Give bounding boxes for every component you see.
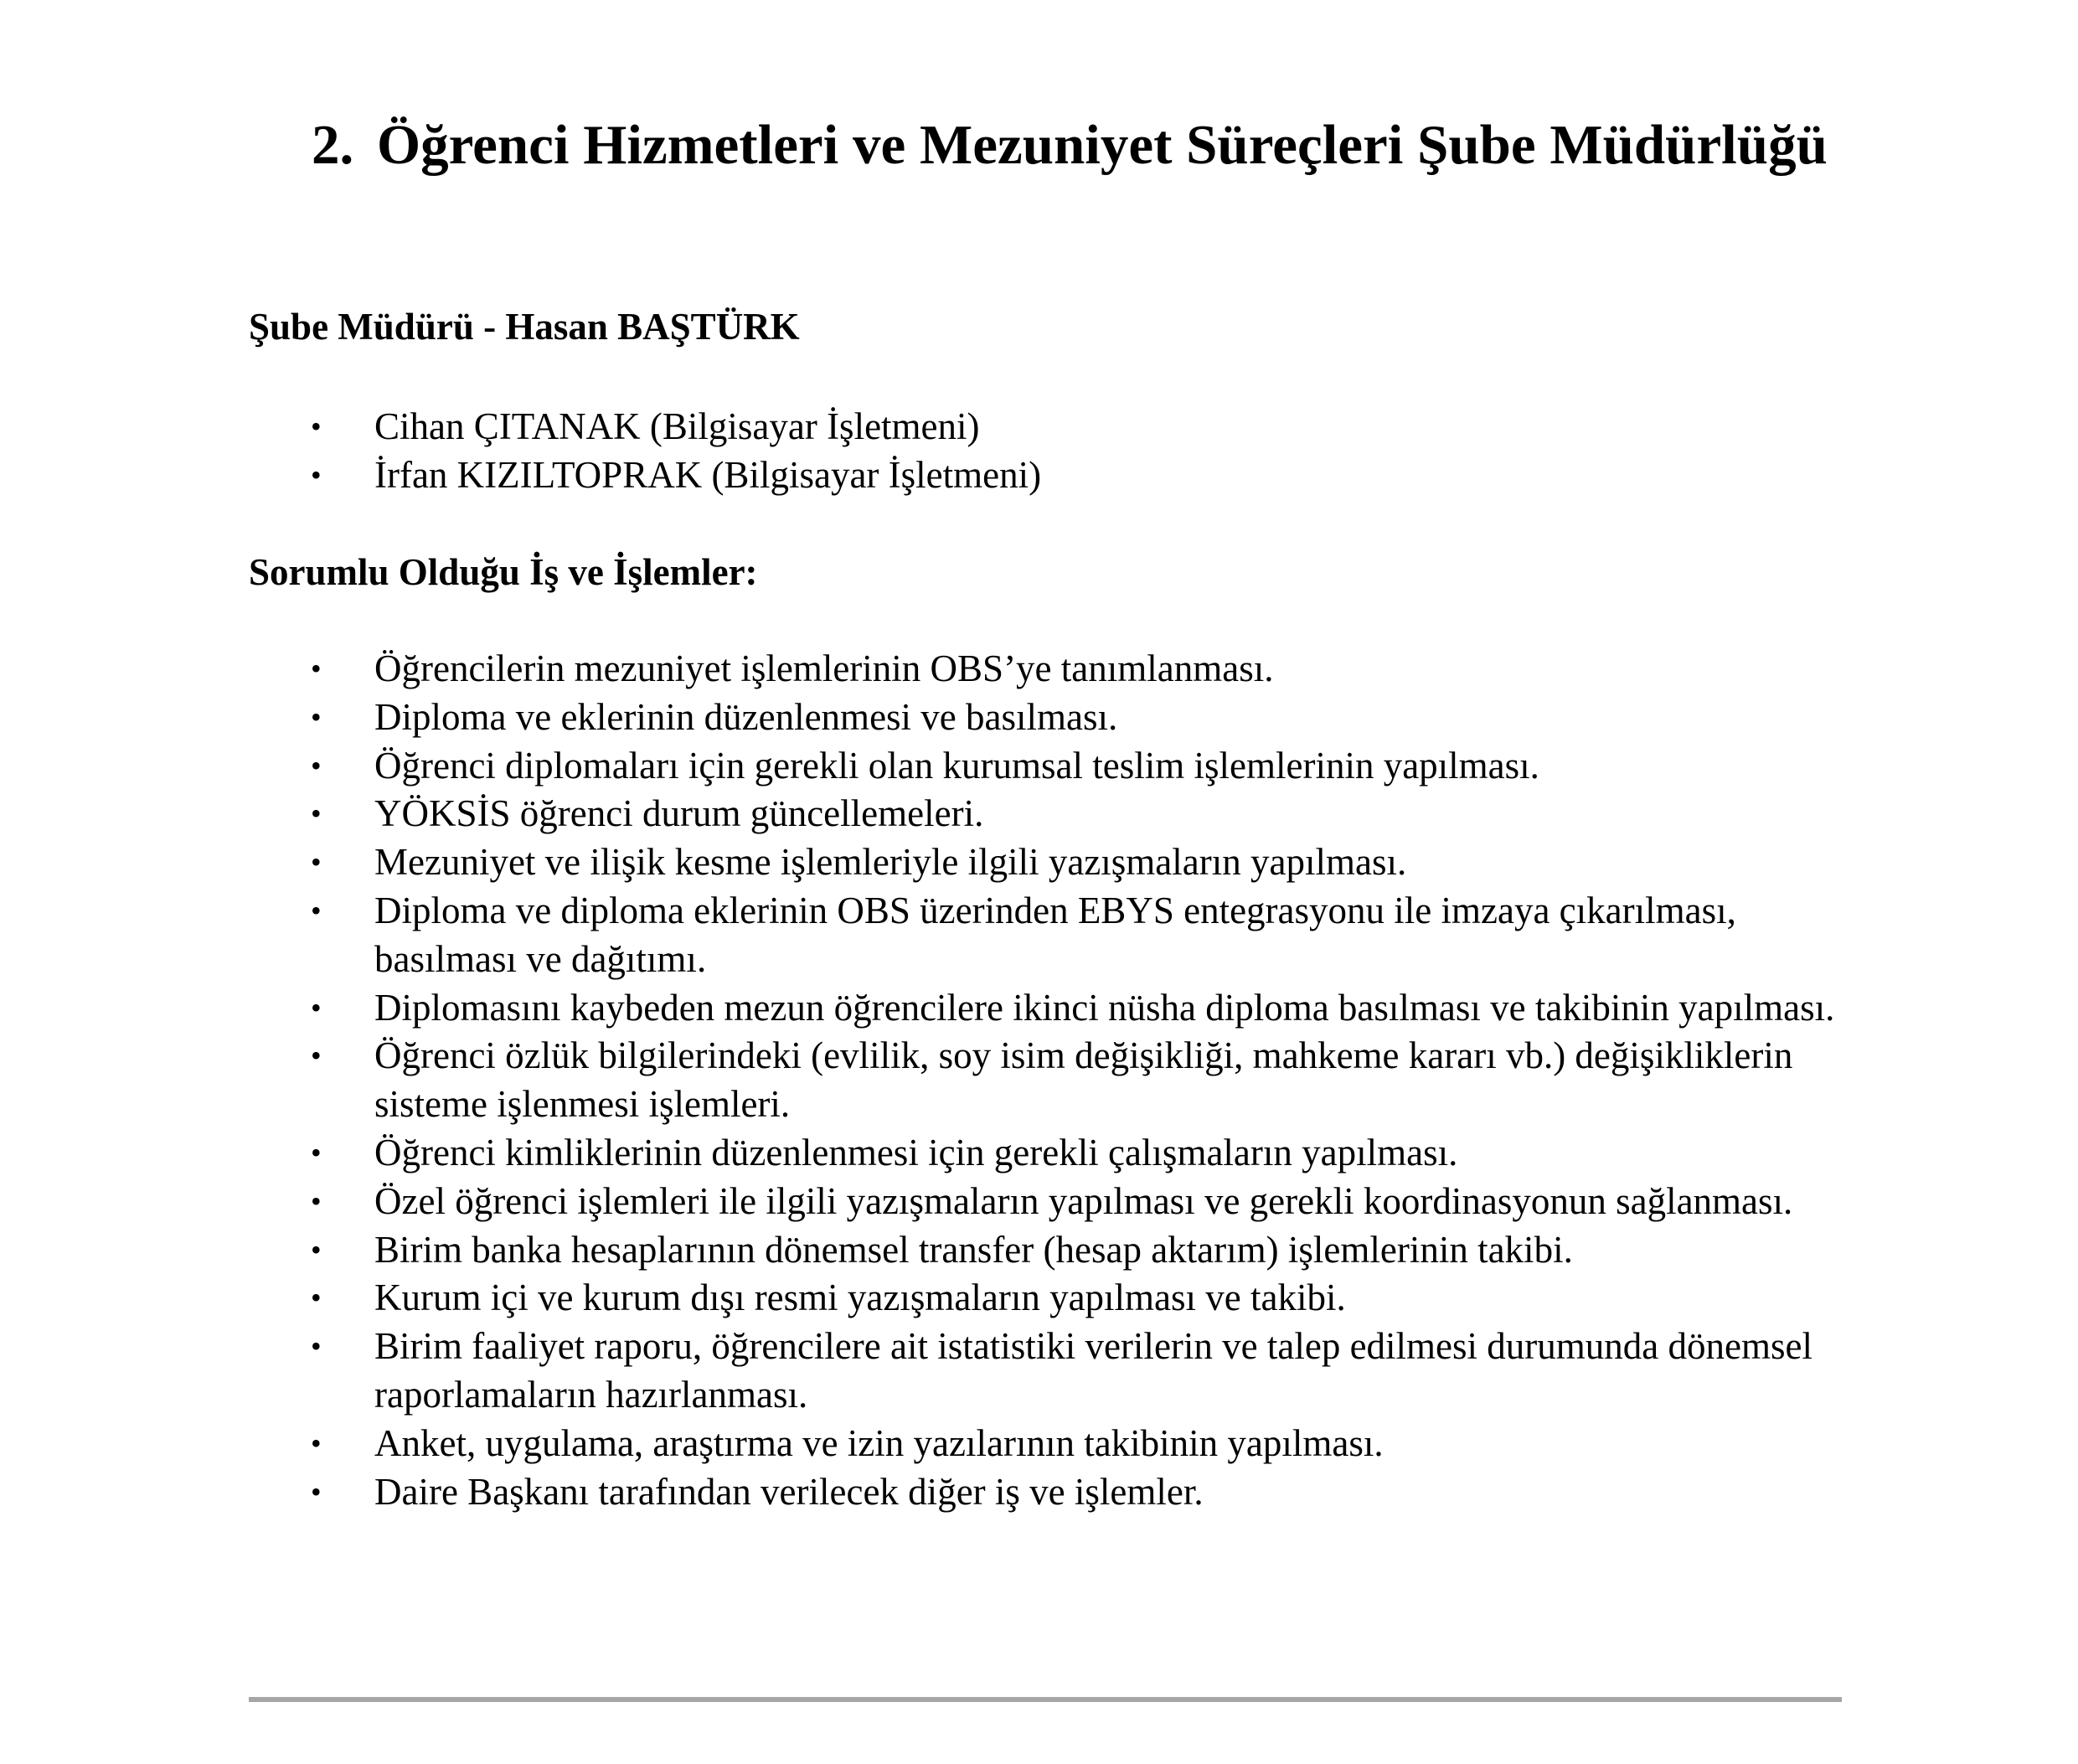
duty-item-text: Kurum içi ve kurum dışı resmi yazışmaların yapılması ve takibi. [374,1277,1346,1319]
horizontal-rule [249,1697,1842,1702]
duty-item-text: Öğrenci kimliklerinin düzenlenmesi için gerekli çalışmaların yapılması. [374,1131,1458,1173]
duty-item-text: Mezuniyet ve ilişik kesme işlemleriyle ilgili yazışmaların yapılması. [374,841,1407,884]
bullet-icon: • [311,1426,322,1460]
duties-list [0,645,1844,1516]
bullet-icon: • [311,1281,322,1315]
duty-item [0,790,1844,838]
duty-item [0,1468,1844,1517]
duty-item [0,1032,1844,1129]
duty-item [0,1178,1844,1226]
staff-item-text: İrfan KIZILTOPRAK (Bilgisayar İşletmeni) [374,453,1042,496]
bullet-icon: • [311,1474,322,1509]
bullet-icon: • [311,457,322,492]
duty-item-text: Birim faaliyet raporu, öğrencilere ait istatistiki verilerin ve talep edilmesi durumunda dönemsel raporlamaların hazırlanması. [374,1325,1812,1416]
bullet-icon: • [311,699,322,734]
staff-list [0,403,1844,500]
duty-item-text: Birim banka hesaplarının dönemsel transfer (hesap aktarım) işlemlerinin takibi. [374,1228,1573,1271]
duty-item-text: Özel öğrenci işlemleri ile ilgili yazışmaların yapılması ve gerekli koordinasyonun sağlanması. [374,1179,1793,1222]
bullet-icon: • [311,797,322,831]
duties-heading: Sorumlu Olduğu İş ve İşlemler: [249,551,758,593]
bullet-icon: • [311,748,322,782]
duty-item [0,1129,1844,1178]
duty-item-text: Diploma ve eklerinin düzenlenmesi ve basılması. [374,695,1118,738]
bullet-icon: • [311,652,322,685]
section-heading [312,107,1836,183]
duty-item [0,1226,1844,1275]
duty-item [0,694,1844,742]
duty-item-text: Öğrencilerin mezuniyet işlemlerinin OBS’ye tanımlanması. [374,647,1274,689]
duty-item [0,645,1844,694]
duty-item [0,1420,1844,1468]
duty-item-text: Diplomasını kaybeden mezun öğrencilere ikinci nüsha diploma basılması ve takibinin yapılması. [374,986,1835,1029]
duty-item [0,838,1844,887]
staff-item [0,451,1844,500]
duty-item-text: YÖKSİS öğrenci durum güncellemeleri. [374,792,984,835]
bullet-icon: • [311,893,322,927]
duty-item [0,742,1844,791]
bullet-icon: • [311,410,322,443]
duty-item [0,1323,1844,1420]
duty-item-text: Öğrenci diplomaları için gerekli olan kurumsal teslim işlemlerinin yapılması. [374,744,1539,787]
duty-item-text: Diploma ve diploma eklerinin OBS üzerinden EBYS entegrasyonu ile imzaya çıkarılması, basılması ve dağıtımı. [374,889,1736,980]
duty-item-text: Anket, uygulama, araştırma ve izin yazılarının takibinin yapılması. [374,1421,1384,1464]
bullet-icon: • [311,845,322,879]
duty-item [0,1274,1844,1323]
bullet-icon: • [311,1329,322,1364]
bullet-icon: • [311,1135,322,1169]
duty-item [0,887,1844,984]
bullet-icon: • [311,1184,322,1218]
duty-item-text: Öğrenci özlük bilgilerindeki (evlilik, soy isim değişikliği, mahkeme kararı vb.) değişikliklerin sisteme işlenmesi işlemleri. [374,1034,1793,1126]
duty-item [0,984,1844,1033]
bullet-icon: • [311,1232,322,1266]
staff-item-text: Cihan ÇITANAK (Bilgisayar İşletmeni) [374,405,980,447]
branch-manager-line: Şube Müdürü - Hasan BAŞTÜRK [249,306,800,348]
bullet-icon: • [311,990,322,1024]
duty-item-text: Daire Başkanı tarafından verilecek diğer iş ve işlemler. [374,1470,1204,1513]
section-title: Öğrenci Hizmetleri ve Mezuniyet Süreçleri Şube Müdürlüğü [377,114,1828,176]
section-number: 2. [312,114,354,176]
staff-item [0,403,1844,451]
bullet-icon: • [311,1039,322,1073]
